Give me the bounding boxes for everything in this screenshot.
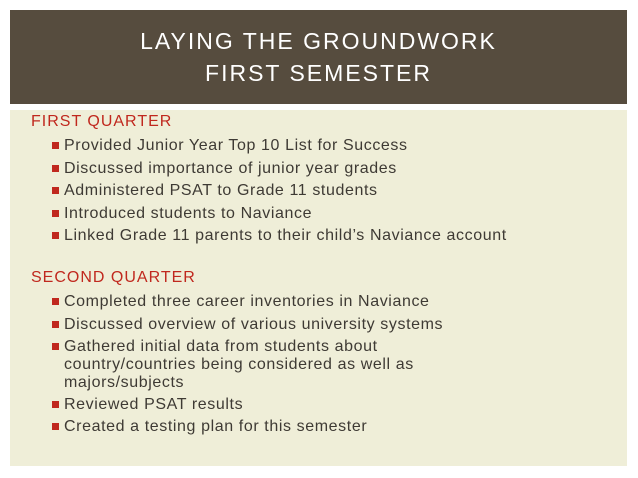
list-item — [64, 396, 624, 414]
section-heading-second-quarter: SECOND QUARTER — [31, 269, 196, 286]
list-item — [64, 182, 624, 200]
bullet-marker — [52, 187, 59, 194]
list-item-text: Introduced students to Naviance — [64, 205, 313, 222]
list-item — [64, 160, 624, 178]
list-item — [64, 316, 624, 334]
slide-title-line-1: LAYING THE GROUNDWORK — [140, 28, 497, 54]
bullet-marker — [52, 210, 59, 217]
bullet-marker — [52, 343, 59, 350]
title-banner — [10, 10, 627, 104]
bullet-marker — [52, 321, 59, 328]
list-item-text: Administered PSAT to Grade 11 students — [64, 182, 378, 199]
list-item — [64, 293, 624, 311]
slide-title-line-2: FIRST SEMESTER — [205, 60, 432, 86]
bullet-marker — [52, 401, 59, 408]
list-item — [64, 205, 624, 223]
list-item-text: Linked Grade 11 parents to their child’s Naviance account — [64, 227, 507, 244]
bullet-marker — [52, 232, 59, 239]
list-item-text: Gathered initial data from students about country/countries being considered as well as majors/subjects — [64, 338, 414, 391]
list-item-text: Created a testing plan for this semester — [64, 418, 368, 435]
bullet-marker — [52, 165, 59, 172]
list-item — [64, 137, 624, 155]
section-heading-first-quarter: FIRST QUARTER — [31, 113, 173, 130]
bullet-marker — [52, 423, 59, 430]
list-item — [64, 338, 624, 392]
list-item — [64, 418, 624, 436]
list-item — [64, 227, 624, 245]
list-item-text: Discussed overview of various university systems — [64, 316, 444, 333]
list-item-text: Discussed importance of junior year grades — [64, 160, 397, 177]
list-item-text: Reviewed PSAT results — [64, 396, 244, 413]
bullet-marker — [52, 142, 59, 149]
list-item-text: Completed three career inventories in Naviance — [64, 293, 430, 310]
bullet-marker — [52, 298, 59, 305]
list-item-text: Provided Junior Year Top 10 List for Success — [64, 137, 408, 154]
